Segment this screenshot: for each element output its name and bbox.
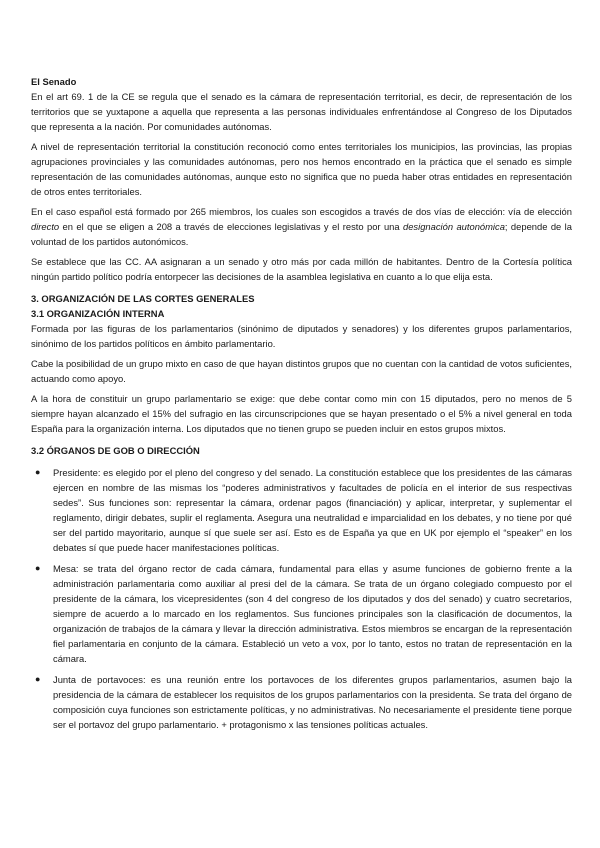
bullet-icon: ● [35,467,41,477]
paragraph: Formada por las figuras de los parlamentarios (sinónimo de diputados y senadores) y los diferentes grupos parlamentarios, sinónimo de los partidos políticos en ámbito parlamentario. [31,323,572,349]
paragraph: A la hora de constituir un grupo parlamentario se exige: que debe contar como min con 15 diputados, pero no menos de 5 siempre hayan alcanzado el 15% del sufragio en las circunscripciones que se hayan presentado o el 5% a nivel general en toda España para la organización interna. Los diputados que no tienen grupo se pueden incluir en estos grupos mixtos. [31,393,572,434]
bullet-icon: ● [35,674,41,684]
section-title-3: 3. ORGANIZACIÓN DE LAS CORTES GENERALES [31,293,255,304]
list-item [31,672,572,732]
list-item-text: Junta de portavoces: es una reunión entre los portavoces de los diferentes grupos parlamentarios, asumen bajo la presidencia de la cámara de establecer los requisitos de los grupos parlamentarios con la presidenta. Se trata del órgano de composición cuya funciones son estrictamente políticas, y no administrativas. No necesariamente el presidente tiene porque ser el portavoz del grupo parlamentario. + protagonismo x las tensiones políticas actuales. [53,674,572,730]
subsection-title-3-1: 3.1 ORGANIZACIÓN INTERNA [31,308,165,319]
bullet-list [31,465,572,732]
list-item [31,465,572,555]
paragraph: Se establece que las CC. AA asignaran a un senado y otro más por cada millón de habitantes. Dentro de la Cortesía política ningún partido político podría entorpecer las decisiones de la asamblea legislativa en cuanto a lo que elija esta. [31,256,572,282]
paragraph: Cabe la posibilidad de un grupo mixto en caso de que hayan distintos grupos que no cuentan con la cantidad de votos suficientes, actuando como apoyo. [31,358,572,384]
list-item-text: Mesa: se trata del órgano rector de cada cámara, fundamental para ellas y asume funciones de gobierno frente a la administración parlamentaria como auxiliar al presi del de la cámara. Se trata de un órgano colegiado compuesto por el presidente de la cámara, los vicepresidentes (son 4 del congreso de los diputados y dos del senado) y cuatro secretarios, siempre de acuerdo a lo marcado en los reglamentos. Sus funciones principales son la clasificación de documentos, la organización de trabajos de la cámara y llevar la dirección administrativa. Estos miembros se encargan de la representación fiel parlamentaria en conjunto de la cámara. Estableció un veto a vox, por lo tanto, estos no tratan de representación en la cámara. [53,563,572,664]
section-title-senado: El Senado [31,76,77,87]
italic-term: designación autonómica [403,221,505,232]
text-run: En el caso español está formado por 265 miembros, los cuales son escogidos a través de dos vías de elección: vía de elección [31,206,572,217]
list-item-text: Presidente: es elegido por el pleno del congreso y del senado. La constitución establece que los presidentes de las cámaras ejercen en nombre de las mismas los “poderes administrativos y facultades de policía en el interior de sus respectivas sedes”. Sus funciones son: representar la cámara, ordenar pagos (financiación) y aplicar, interpretar, y suplementar el reglamento, dirigir debates, suplir el reglamenta. Asegura una neutralidad e imparcialidad en los debates, y no tiene por qué ser del partido mayoritario, aunque sí que suele ser así. Esto es de España ya que en UK por ejemplo el “speaker” en los debates sí que puede hacer manifestaciones políticas. [53,467,572,553]
paragraph [31,204,572,249]
italic-term: directo [31,221,60,232]
paragraph: En el art 69. 1 de la CE se regula que el senado es la cámara de representación territorial, es decir, de representación de los territorios que se yuxtapone a aquella que representa a las personas individuales enfrentándose al Congreso de los Diputados que representa a la nación. Por comunidades autónomas. [31,91,572,132]
paragraph: A nivel de representación territorial la constitución reconoció como entes territoriales los municipios, las provincias, las propias agrupaciones provinciales y las comunidades autónomas, pero nos hemos encontrado en la práctica que el senado es simple representación de las comunidades autónomas, aunque esto no significa que no pueda haber otras entidades en representación de otros entes territoriales. [31,141,572,197]
bullet-icon: ● [35,563,41,573]
subsection-title-3-2: 3.2 ÓRGANOS DE GOB O DIRECCIÓN [31,445,200,456]
document-content [31,74,572,738]
text-run: ; depende de la voluntad de los partidos autonómicos. [31,221,572,247]
text-run: en el que se eligen a 208 a través de elecciones legislativas y el resto por una [59,221,403,232]
list-item [31,561,572,666]
